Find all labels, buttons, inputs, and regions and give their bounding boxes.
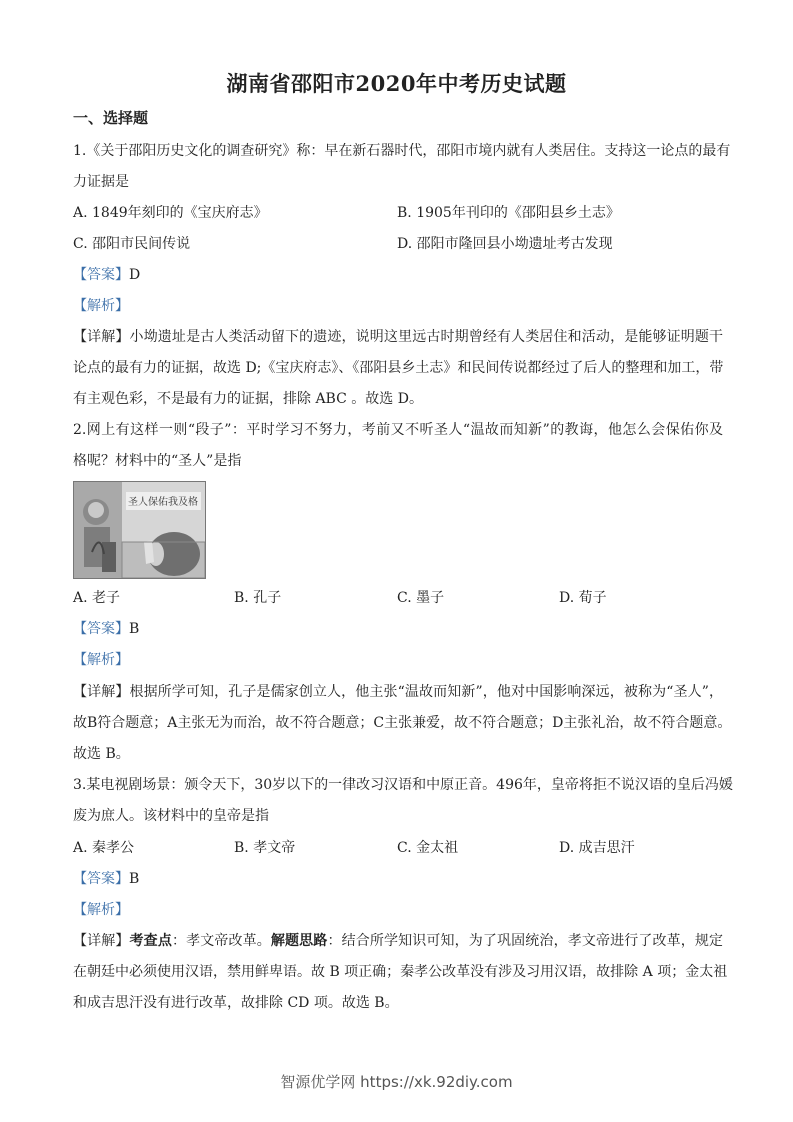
q2-detail-line-2: 故B符合题意；A主张无为而治，故不符合题意；C主张兼爱，故不符合题意；D主张礼治，故不符合题意。: [73, 715, 732, 731]
q2-detail-line-1: 【详解】根据所学可知，孔子是儒家创立人，他主张“温故而知新”，他对中国影响深远，被称为“圣人”，: [73, 684, 723, 700]
q3-detail-line-2: 在朝廷中必须使用汉语，禁用鲜卑语。故 B 项正确；秦孝公改革没有涉及习用汉语，故排除 A 项；金太祖: [73, 964, 728, 980]
q3-keypoint-label: 考查点: [129, 933, 172, 949]
page-title: 湖南省邵阳市2020年中考历史试题: [226, 71, 567, 96]
cartoon-caption: 圣人保佑我及格: [128, 497, 198, 508]
q3-detail-line-3: 和成吉思汗没有进行改革，故排除 CD 项。故选 B。: [73, 995, 399, 1011]
q3-answer-label: 【答案】: [73, 871, 129, 887]
q1-answer: [73, 265, 140, 285]
q2-answer-value: B: [129, 621, 140, 637]
q1-stem-line-2: 力证据是: [73, 174, 129, 190]
q3-answer: [73, 869, 139, 889]
q1-option-d: D. 邵阳市隆回县小坳遗址考古发现: [397, 236, 613, 252]
q1-option-a: A. 1849年刻印的《宝庆府志》: [73, 205, 268, 221]
footer-watermark: 智源优学网 https://xk.92diy.com: [280, 1073, 513, 1091]
q3-option-a: A. 秦孝公: [73, 840, 135, 856]
q2-option-c: C. 墨子: [397, 590, 445, 606]
q1-stem-line-1: 1.《关于邵阳历史文化的调查研究》称：早在新石器时代，邵阳市境内就有人类居住。支持这一论点的最有: [73, 143, 731, 159]
q1-detail-line-3: 有主观色彩，不是最有力的证据，排除 ABC 。故选 D。: [73, 391, 423, 407]
q1-detail-line-1: 【详解】小坳遗址是古人类活动留下的遗迹，说明这里远古时期曾经有人类居住和活动，是能够证明题干: [73, 329, 723, 345]
q3-option-c: C. 金太祖: [397, 840, 459, 856]
q1-answer-value: D: [129, 267, 141, 283]
section-heading: 一、选择题: [73, 109, 149, 127]
q1-answer-label: 【答案】: [73, 267, 129, 283]
q3-analysis-label: 【解析】: [73, 902, 129, 918]
cartoon-image: [73, 481, 206, 579]
q2-option-d: D. 荀子: [559, 590, 607, 606]
cartoon-illustration: [74, 482, 205, 578]
q1-analysis-label: 【解析】: [73, 298, 129, 314]
q2-answer: [73, 619, 139, 639]
q1-option-b: B. 1905年刊印的《邵阳县乡土志》: [397, 205, 620, 221]
q3-stem-line-2: 废为庶人。该材料中的皇帝是指: [73, 808, 269, 824]
q3-keypoint-text: ：孝文帝改革。: [171, 933, 271, 949]
q3-detail-line-1-rest: ：结合所学知识可知，为了巩固统治，孝文帝进行了改革，规定: [327, 933, 724, 949]
q3-option-b: B. 孝文帝: [234, 840, 296, 856]
q1-option-c: C. 邵阳市民间传说: [73, 236, 191, 252]
q3-stem-line-1: 3.某电视剧场景：颁令天下，30岁以下的一律改习汉语和中原正音。496年，皇帝将拒不说汉语的皇后冯媛: [73, 777, 733, 793]
q2-analysis-label: 【解析】: [73, 652, 129, 668]
q3-detail-line-1: [73, 931, 723, 951]
q2-option-a: A. 老子: [73, 590, 121, 606]
q2-stem-line-2: 格呢？材料中的“圣人”是指: [73, 453, 242, 469]
q2-option-b: B. 孔子: [234, 590, 282, 606]
q2-answer-label: 【答案】: [73, 621, 129, 637]
q2-stem-line-1: 2.网上有这样一则“段子”：平时学习不努力，考前又不听圣人“温故而知新”的教诲，他怎么会保佑你及: [73, 422, 723, 438]
q3-thought-label: 解题思路: [270, 933, 328, 949]
q3-detail-lead: 【详解】: [73, 933, 130, 949]
q2-detail-line-3: 故选 B。: [73, 746, 130, 762]
q1-detail-line-2: 论点的最有力的证据，故选 D;《宝庆府志》、《邵阳县乡土志》和民间传说都经过了后人的整理和加工，带: [73, 360, 724, 376]
q3-option-d: D. 成吉思汗: [559, 840, 635, 856]
q3-answer-value: B: [129, 871, 140, 887]
